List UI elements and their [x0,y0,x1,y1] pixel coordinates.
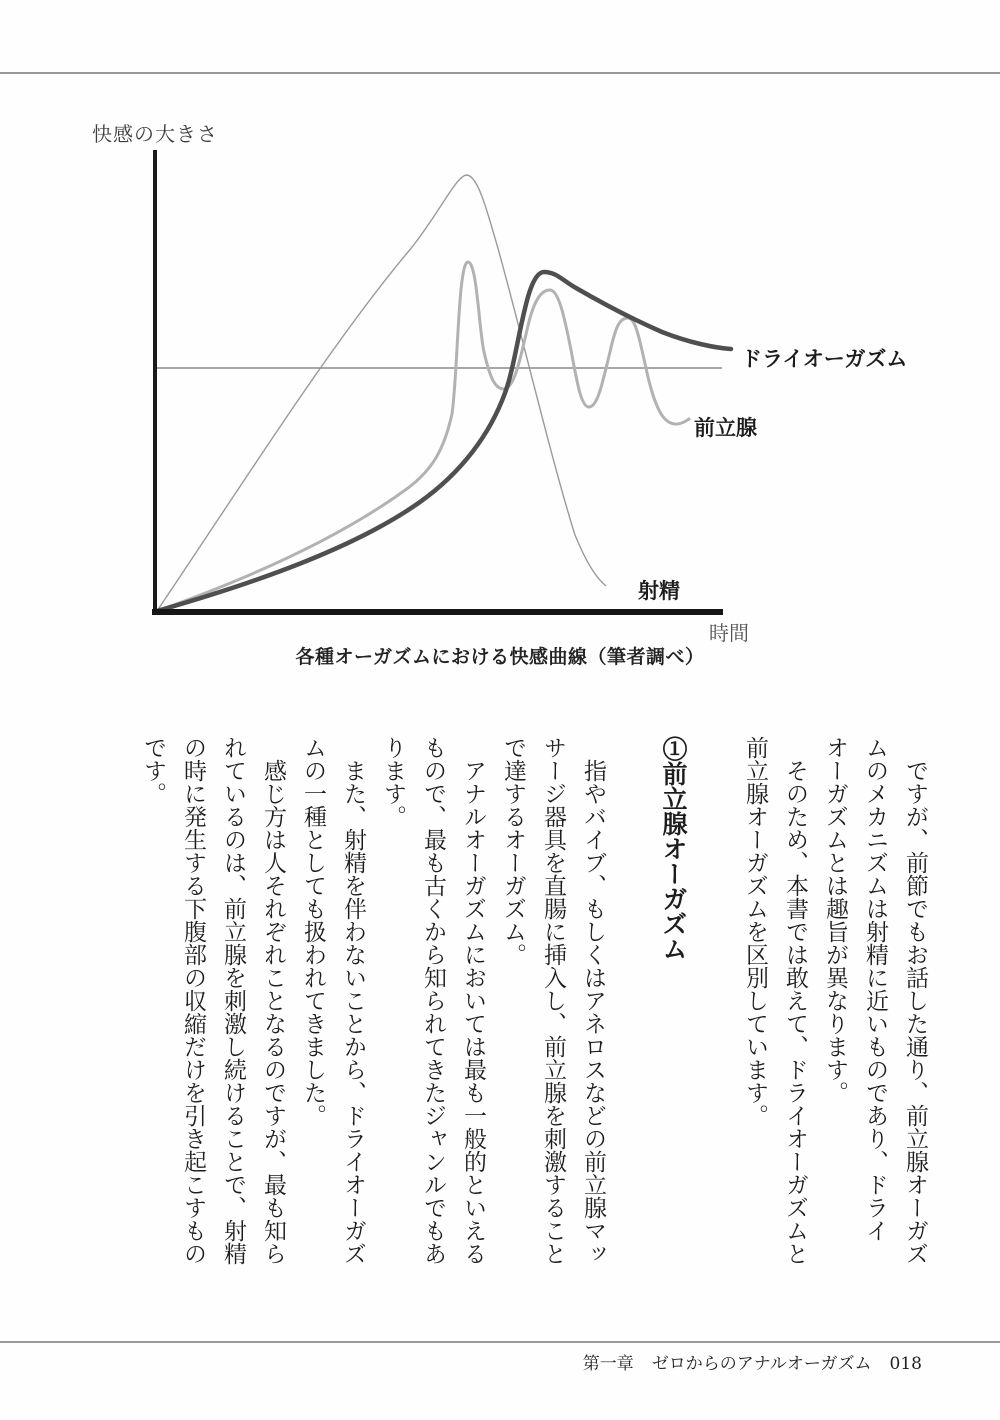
text-column: 前立腺オーガズムを区別しています。 [742,736,768,1127]
curve-ejaculation [157,175,606,611]
text-column: 指やバイブ、もしくはアネロスなどの前立腺マッ [580,759,606,1265]
text-column: アナルオーガズムにおいては最も一般的といえる [460,759,486,1265]
text-column: ムのメカニズムは射精に近いものであり、ドライ [862,736,888,1242]
text-column: 感じ方は人それぞれことなるのですが、最も知ら [260,759,286,1265]
text-column: の時に発生する下腹部の収縮だけを引き起こすもの [180,736,206,1265]
text-column: そのため、本書では敢えて、ドライオーガズムと [782,759,808,1265]
curve-label-prostate: 前立腺 [694,416,757,440]
text-column: で達するオーガズム。 [500,736,526,966]
chart-caption: 各種オーガズムにおける快感曲線（筆者調べ） [295,646,705,668]
curve-label-dry-orgasm: ドライオーガズム [741,347,908,371]
section-heading: ①前立腺オーガズム [659,736,688,961]
text-column: サージ器具を直腸に挿入し、前立腺を刺激すること [540,736,566,1265]
chart-y-axis-label: 快感の大きさ [92,122,218,146]
text-column: れているのは、前立腺を刺激し続けることで、射精 [220,736,246,1265]
text-column: ムの一種としても扱われてきました。 [300,736,326,1127]
text-column: もので、最も古くから知られてきたジャンルでもあ [420,736,446,1265]
text-column: また、射精を伴わないことから、ドライオーガズ [340,759,366,1265]
body-text-block [141,736,926,1298]
curve-label-ejaculation: 射精 [638,579,680,603]
footer-page-number: 018 [889,1354,922,1374]
text-column: オーガズムとは趣旨が異なります。 [822,736,848,1104]
text-column: です。 [140,736,166,805]
footer-chapter-title: ゼロからのアナルオーガズム [651,1354,872,1374]
chart-x-axis-label: 時間 [709,621,749,645]
footer-rule [0,1341,1000,1343]
running-footer [583,1349,922,1374]
curve-prostate [157,262,689,611]
text-column: ですが、前節でもお話した通り、前立腺オーガズ [902,759,928,1265]
text-column: ります。 [380,736,406,828]
footer-chapter: 第一章 [582,1354,634,1374]
